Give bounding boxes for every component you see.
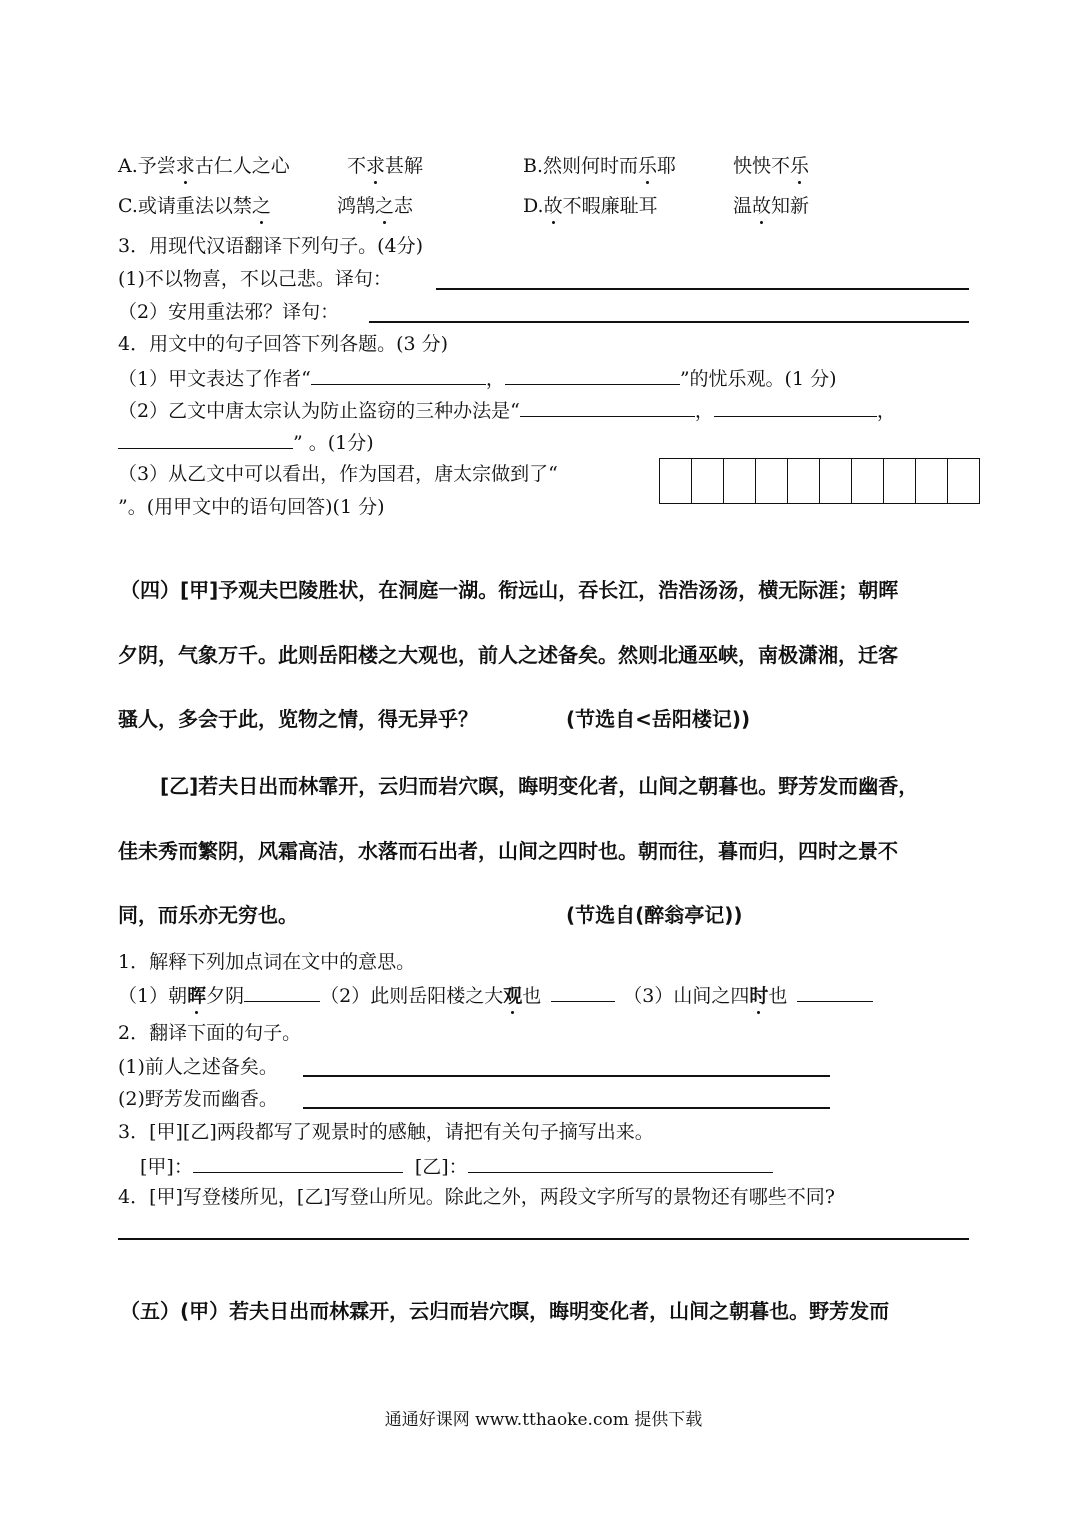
dotted-char: 之 [375, 195, 395, 217]
option-a: A.予尝求古仁人之心 [118, 155, 290, 177]
answer-blank[interactable] [505, 364, 680, 385]
q4-sub-2: （2）乙文中唐太宗认为防止盗窃的三种办法是“ ， ， [118, 396, 896, 424]
answer-line[interactable] [436, 288, 969, 290]
q3-sentence-2: （2）安用重法邪？译句： [118, 301, 340, 323]
s4-q1-items: （1）朝晖夕阴 （2）此则岳阳楼之大观也 （3）山间之四时也 [118, 981, 873, 1009]
q4-sub-3-cont: ”。(用甲文中的语句回答)(1 分) [118, 496, 385, 518]
q4-sub-3: （3）从乙文中可以看出，作为国君，唐太宗做到了“ [118, 463, 558, 485]
grid-cell[interactable] [915, 458, 949, 504]
s4-q1-heading: 1．解释下列加点词在文中的意思。 [118, 951, 416, 973]
page-footer: 通通好课网 www.tthaoke.com 提供下载 [384, 1410, 703, 1430]
dotted-char: 乐 [790, 155, 810, 177]
passage-yi-line-3: 同，而乐亦无穷也。 [118, 903, 298, 927]
answer-line[interactable] [369, 321, 969, 323]
answer-blank[interactable] [520, 396, 695, 417]
dotted-char: 观 [503, 985, 523, 1007]
option-b: B.然则何时而乐耶 [523, 155, 677, 177]
passage-jia-line-2: 夕阴，气象万千。此则岳阳楼之大观也，前人之述备矣。然则北通巫峡，南极潇湘，迁客 [118, 643, 898, 667]
answer-grid[interactable] [660, 458, 980, 504]
q4-sub-2-cont: ” 。(1分) [118, 428, 374, 456]
s4-q4-heading: 4．[甲]写登楼所见，[乙]写登山所见。除此之外，两段文字所写的景物还有哪些不同? [118, 1186, 835, 1208]
option-d: D.故不暇廉耻耳 [523, 195, 658, 217]
section5-line-1: （五）(甲）若夫日出而林霖开，云归而岩穴暝，晦明变化者，山间之朝暮也。野芳发而 [120, 1299, 890, 1323]
grid-cell[interactable] [755, 458, 789, 504]
passage-jia-line-3: 骚人，多会于此，览物之情，得无异乎？ [118, 707, 478, 731]
dotted-char: 晖 [187, 985, 207, 1007]
answer-blank[interactable] [551, 981, 615, 1002]
grid-cell[interactable] [947, 458, 981, 504]
q4-sub-1: （1）甲文表达了作者“ ， ”的忧乐观。(1 分) [118, 364, 837, 392]
s4-q2-sentence-1: (1)前人之述备矣。 [118, 1056, 278, 1078]
s4-q3-answers: [甲]： [乙]： [140, 1152, 773, 1180]
option-c-pair: 鸿鹄之志 [337, 195, 414, 217]
dotted-char: 之 [251, 195, 271, 217]
dotted-char: 求 [175, 155, 195, 177]
answer-line[interactable] [118, 1238, 969, 1240]
dotted-char: 故 [543, 195, 563, 217]
option-d-pair: 温故知新 [733, 195, 810, 217]
dotted-char: 乐 [638, 155, 658, 177]
answer-blank[interactable] [244, 981, 320, 1002]
answer-blank[interactable] [193, 1152, 403, 1173]
q3-sentence-1: (1)不以物喜，不以己悲。译句： [118, 268, 392, 290]
answer-blank[interactable] [468, 1152, 773, 1173]
passage-yi-line-2: 佳未秀而繁阴，风霜高洁，水落而石出者，山间之四时也。朝而往，暮而归，四时之景不 [118, 839, 898, 863]
answer-line[interactable] [303, 1075, 830, 1077]
s4-q3-heading: 3．[甲][乙]两段都写了观景时的感触，请把有关句子摘写出来。 [118, 1121, 654, 1143]
grid-cell[interactable] [851, 458, 885, 504]
dotted-char: 故 [752, 195, 772, 217]
s4-q2-heading: 2．翻译下面的句子。 [118, 1022, 302, 1044]
grid-cell[interactable] [723, 458, 757, 504]
answer-line[interactable] [303, 1107, 830, 1109]
passage-jia-source: (节选自<岳阳楼记)) [566, 707, 751, 731]
passage-yi-line-1: [乙]若夫日出而林霏开，云归而岩穴暝，晦明变化者，山间之朝暮也。野芳发而幽香， [160, 774, 919, 798]
grid-cell[interactable] [691, 458, 725, 504]
answer-blank[interactable] [797, 981, 873, 1002]
answer-blank[interactable] [118, 428, 293, 449]
dotted-char: 时 [749, 985, 769, 1007]
q3-heading: 3．用现代汉语翻译下列句子。(4分) [118, 235, 424, 257]
answer-blank[interactable] [714, 396, 877, 417]
option-a-pair: 不求甚解 [347, 155, 424, 177]
answer-blank[interactable] [311, 364, 486, 385]
option-b-pair: 怏怏不乐 [733, 155, 810, 177]
passage-yi-source: (节选自(醉翁亭记)) [566, 903, 743, 927]
grid-cell[interactable] [883, 458, 917, 504]
option-c: C.或请重法以禁之 [118, 195, 271, 217]
dotted-char: 求 [366, 155, 386, 177]
grid-cell[interactable] [819, 458, 853, 504]
grid-cell[interactable] [659, 458, 693, 504]
grid-cell[interactable] [787, 458, 821, 504]
passage-jia-line-1: （四）[甲]予观夫巴陵胜状，在洞庭一湖。衔远山，吞长江，浩浩汤汤，横无际涯；朝晖 [120, 578, 899, 602]
q4-heading: 4．用文中的句子回答下列各题。(3 分) [118, 333, 449, 355]
s4-q2-sentence-2: (2)野芳发而幽香。 [118, 1088, 278, 1110]
